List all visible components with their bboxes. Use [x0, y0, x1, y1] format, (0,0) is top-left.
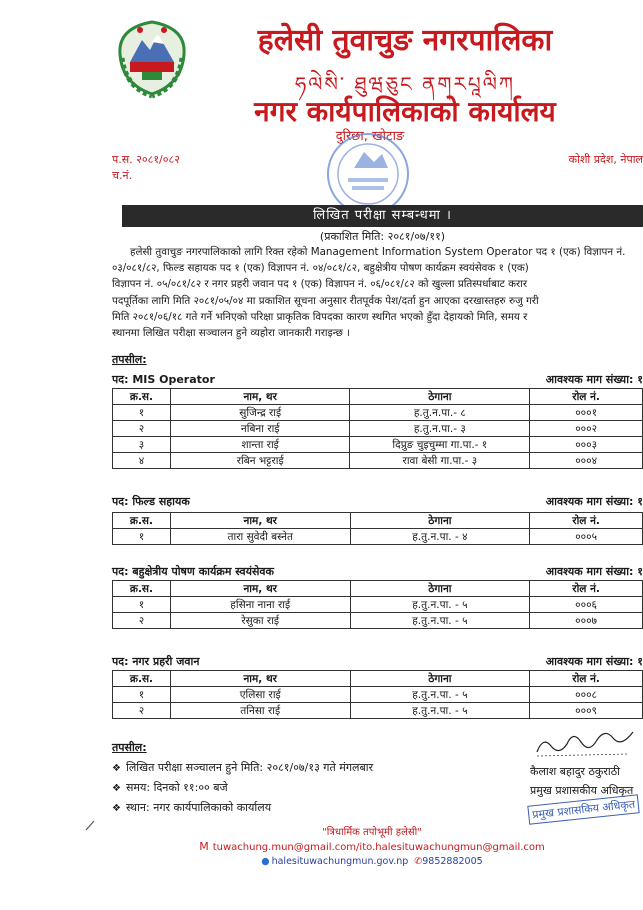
table-row — [113, 437, 643, 453]
cell-sn: १ — [113, 597, 171, 613]
table-row — [113, 597, 643, 613]
email-addresses: tuwachung.mun@gmail.com/ito.halesituwachungmun@gmail.com — [212, 842, 545, 853]
required-count-field-assistant: आवश्यक माग संख्या: १ — [545, 495, 643, 508]
col-header-address: ठेगाना — [350, 513, 530, 529]
cell-sn: ३ — [113, 437, 171, 453]
table-row — [113, 405, 643, 421]
col-header-address: ठेगाना — [350, 671, 530, 687]
candidates-table-nutrition-volunteer — [112, 580, 643, 629]
diamond-bullet-icon: ❖ — [112, 783, 121, 794]
col-header-name: नाम, थर — [170, 513, 350, 529]
candidates-table-mis — [112, 388, 643, 469]
cell-address: ह.तु.न.पा. - ५ — [350, 703, 530, 719]
notice-paragraph — [112, 244, 643, 341]
cell-address: दिप्रुङ चुइचुम्मा गा.पा.- १ — [350, 437, 530, 453]
cell-roll: ०००७ — [530, 613, 643, 629]
cell-name: नबिना राई — [170, 421, 350, 437]
cell-roll: ०००४ — [530, 453, 643, 469]
required-count-mis: आवश्यक माग संख्या: १ — [545, 373, 643, 386]
cell-address: ह.तु.न.पा. - ५ — [350, 613, 530, 629]
cell-roll: ०००५ — [530, 529, 643, 545]
cell-sn: २ — [113, 421, 171, 437]
cell-roll: ०००६ — [530, 597, 643, 613]
exam-time: समय: दिनको ११:०० बजे — [126, 781, 228, 794]
diamond-bullet-icon: ❖ — [112, 803, 121, 814]
cell-name: हसिना नाना राई — [170, 597, 350, 613]
col-header-sn: क्र.स. — [113, 513, 171, 529]
exam-venue: स्थान: नगर कार्यपालिकाको कार्यालय — [126, 801, 272, 814]
table-row — [113, 687, 643, 703]
post-label-field-assistant: पद: फिल्ड सहायक — [112, 495, 190, 508]
table-row — [113, 703, 643, 719]
cell-sn: ४ — [113, 453, 171, 469]
table-row — [113, 613, 643, 629]
website-url: halesituwachungmun.gov.np — [271, 856, 409, 867]
municipality-title-script: ཧལེསི་ ཐུཝཅུང ནགརཔཱལིཀ — [295, 72, 515, 96]
cell-sn: २ — [113, 613, 171, 629]
province-label: कोशी प्रदेश, नेपाल — [568, 153, 643, 166]
exam-details-list — [112, 758, 373, 818]
candidates-table-field-assistant — [112, 512, 643, 545]
table-row — [113, 529, 643, 545]
col-header-roll: रोल नं. — [530, 671, 643, 687]
required-count-city-police: आवश्यक माग संख्या: १ — [545, 655, 643, 668]
post-label-mis: पद: MIS Operator — [112, 373, 215, 386]
municipality-title: हलेसी तुवाचुङ नगरपालिका — [257, 23, 553, 58]
col-header-roll: रोल नं. — [530, 389, 643, 405]
col-header-address: ठेगाना — [350, 389, 530, 405]
phone-number: 9852882005 — [422, 856, 483, 867]
table-header-row — [113, 513, 643, 529]
candidates-table-city-police — [112, 670, 643, 719]
office-location: दुरिछा, खोटाङ — [335, 129, 405, 144]
cell-name: सुजिन्द्र राई — [170, 405, 350, 421]
cell-address: ह.तु.न.पा. - ४ — [350, 529, 530, 545]
col-header-roll: रोल नं. — [530, 513, 643, 529]
cell-address: ह.तु.न.पा.- ८ — [350, 405, 530, 421]
footer-motto: "त्रिधार्मिक तपोभूमी हलेसी" — [322, 827, 422, 838]
cell-roll: ०००१ — [530, 405, 643, 421]
col-header-name: नाम, थर — [170, 389, 350, 405]
col-header-sn: क्र.स. — [113, 581, 171, 597]
table-header-row — [113, 389, 643, 405]
post-label-city-police: पद: नगर प्रहरी जवान — [112, 655, 200, 668]
col-header-roll: रोल नं. — [530, 581, 643, 597]
diamond-bullet-icon: ❖ — [112, 763, 121, 774]
col-header-name: नाम, थर — [170, 581, 350, 597]
post-label-nutrition-volunteer: पद: बहुक्षेत्रीय पोषण कार्यक्रम स्वयंसेवक — [112, 565, 275, 578]
paragraph-line: पदपूर्तिका लागि मिति २०८१/०५/०४ मा प्रकाशित सूचना अनुसार रीतपूर्वक पेश/दर्ता हुन आएका दरखास्तहरु रुजु गरी — [112, 294, 539, 307]
cell-name: एलिसा राई — [170, 687, 350, 703]
published-date: (प्रकाशित मिति: २०८१/०७/११) — [319, 230, 446, 243]
cell-roll: ०००२ — [530, 421, 643, 437]
paragraph-line: विज्ञापन नं. ०५/०८१/८२ र नगर प्रहरी जवान पद १ (एक) विज्ञापन नं. ०६/०८१/८२ को खुल्ला प्रतिस्पर्धाबाट करार — [112, 278, 528, 291]
cell-name: तनिसा राई — [170, 703, 350, 719]
footer-emails — [112, 840, 632, 853]
dispatch-number: च.नं. — [112, 169, 133, 182]
globe-icon: ● — [261, 856, 270, 867]
cell-name: रबिन भट्टराई — [170, 453, 350, 469]
table-row — [113, 453, 643, 469]
cell-sn: १ — [113, 405, 171, 421]
cell-address: रावा बेसी गा.पा.- ३ — [350, 453, 530, 469]
signatory-title: प्रमुख प्रशासकीय अधिकृत — [530, 784, 634, 797]
mail-icon: M — [199, 840, 209, 853]
cell-roll: ०००९ — [530, 703, 643, 719]
list-item — [112, 798, 373, 818]
table-header-row — [113, 671, 643, 687]
notice-banner: लिखित परीक्षा सम्बन्धमा । — [122, 205, 643, 227]
signatory-stamp: प्रमुख प्रशासकिय अधिकृत — [527, 794, 640, 825]
cell-roll: ०००८ — [530, 687, 643, 703]
col-header-name: नाम, थर — [170, 671, 350, 687]
cell-address: ह.तु.न.पा. - ५ — [350, 597, 530, 613]
paragraph-line: स्थानमा लिखित परीक्षा सञ्चालन हुने व्यहोरा जानकारी गराइन्छ । — [112, 326, 350, 339]
cell-address: ह.तु.न.पा.- ३ — [350, 421, 530, 437]
municipality-emblem — [112, 14, 192, 100]
list-item — [112, 758, 373, 778]
cell-name: रेसुका राई — [170, 613, 350, 629]
exam-date: लिखित परीक्षा सञ्चालन हुने मिति: २०८१/०७/१३ गते मंगलबार — [126, 761, 374, 774]
pen-mark-icon — [84, 818, 98, 832]
required-count-nutrition-volunteer: आवश्यक माग संख्या: १ — [545, 565, 643, 578]
footer-web-phone — [112, 856, 632, 867]
handwritten-signature — [533, 722, 643, 762]
cell-sn: १ — [113, 529, 171, 545]
phone-icon: ✆ — [414, 856, 423, 867]
paragraph-line: ०३/०८१/८२, फिल्ड सहायक पद १ (एक) विज्ञापन नं. ०४/०८१/८२, बहुक्षेत्रीय पोषण कार्यक्रम स्वयंसेवक १ (एक) — [112, 262, 529, 275]
signatory-name: कैलाश बहादुर ठकुराठी — [530, 765, 620, 778]
col-header-sn: क्र.स. — [113, 389, 171, 405]
col-header-sn: क्र.स. — [113, 671, 171, 687]
table-row — [113, 421, 643, 437]
details-label-top: तपसील: — [112, 353, 147, 366]
cell-name: तारा सुवेदी बस्नेत — [170, 529, 350, 545]
reference-number: प.स. २०८१/०८२ — [112, 153, 180, 166]
details-label-bottom: तपसील: — [112, 741, 147, 754]
paragraph-line: हलेसी तुवाचुङ नगरपालिकाको लागि रिक्त रहेको Management Information System Operator पद १ (एक) विज्ञापन नं. — [130, 246, 626, 258]
table-header-row — [113, 581, 643, 597]
list-item — [112, 778, 373, 798]
cell-name: शान्ता राई — [170, 437, 350, 453]
col-header-address: ठेगाना — [350, 581, 530, 597]
cell-sn: २ — [113, 703, 171, 719]
paragraph-line: मिति २०८१/०६/१८ गते गर्ने भनिएको परिक्षा प्राकृतिक विपदका कारण स्थगित भएको हुँदा देहायको मिति, समय र — [112, 310, 528, 323]
cell-roll: ०००३ — [530, 437, 643, 453]
cell-sn: १ — [113, 687, 171, 703]
cell-address: ह.तु.न.पा. - ५ — [350, 687, 530, 703]
office-title: नगर कार्यपालिकाको कार्यालय — [254, 95, 556, 128]
